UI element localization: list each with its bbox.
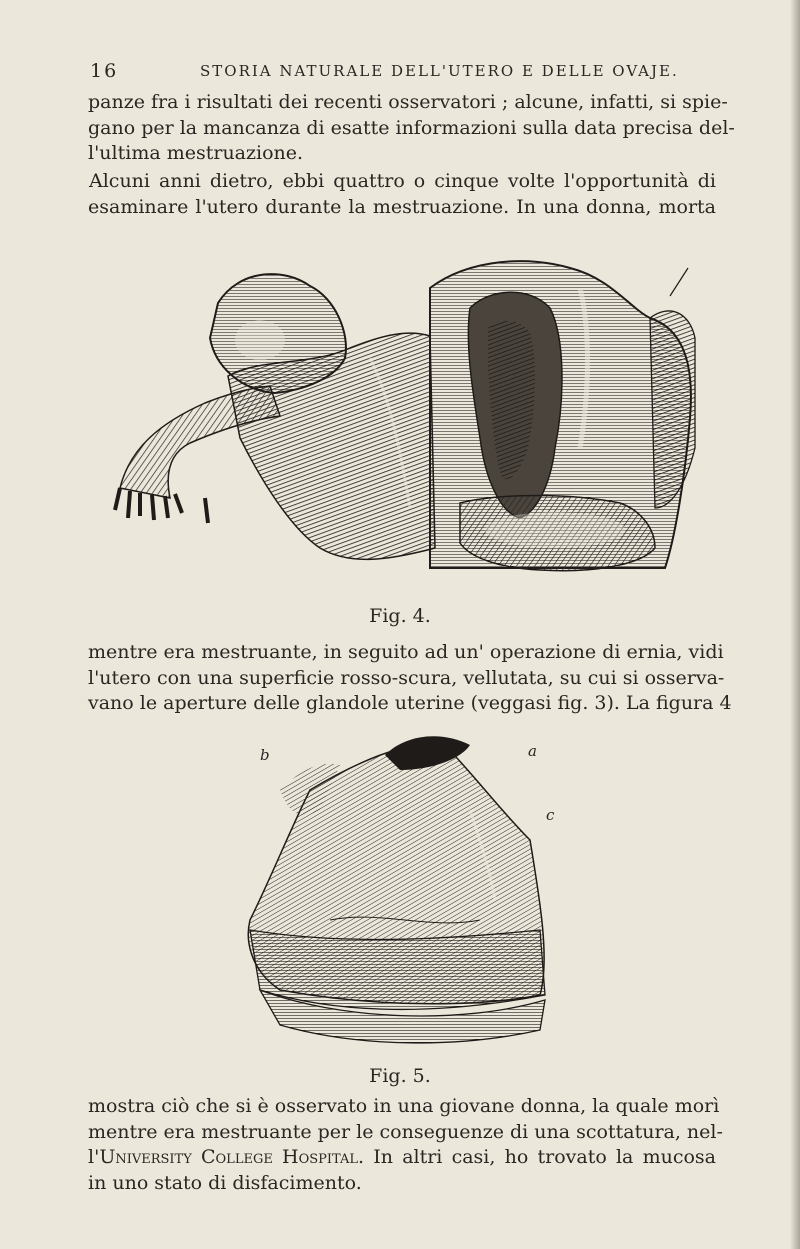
figure-4-caption: Fig. 4. [369, 605, 431, 627]
page-number: 16 [90, 60, 119, 82]
text-line: l'utero con una superficie rosso-scura, vellutata, su cui si osserva- [88, 666, 725, 689]
figure-5-label-c: c [546, 806, 555, 824]
text-fragment: l' [88, 1146, 100, 1168]
institution-name: University College Hospital [99, 1146, 359, 1168]
text-line: mentre era mestruante, in seguito ad un' operazione di ernia, vidi [88, 641, 724, 663]
text-line: in uno stato di disfacimento. [88, 1171, 362, 1194]
paragraph-1 [88, 90, 735, 167]
page-edge-shadow [790, 0, 800, 1249]
paragraph-3 [88, 640, 732, 717]
text-fragment: . In altri casi, ho trovato la mucosa [358, 1146, 716, 1168]
figure-5-label-a: a [528, 742, 537, 760]
text-line: gano per la mancanza di esatte informazioni sulla data precisa del- [88, 116, 735, 139]
figure-4-illustration [110, 248, 700, 598]
text-line: Alcuni anni dietro, ebbi quattro o cinque volte l'opportunità di [89, 170, 716, 192]
paragraph-2 [88, 169, 716, 220]
figure-5-caption: Fig. 5. [369, 1065, 431, 1087]
text-line [88, 1145, 716, 1171]
text-line: mentre era mestruante per le conseguenze di una scottatura, nel- [88, 1120, 723, 1143]
paragraph-4 [88, 1094, 723, 1196]
text-line: panze fra i risultati dei recenti osservatori ; alcune, infatti, si spie- [88, 91, 728, 113]
text-line: l'ultima mestruazione. [88, 142, 304, 164]
figure-5-label-b: b [260, 746, 270, 764]
text-line: vano le aperture delle glandole uterine (veggasi fig. 3). La figura 4 [88, 692, 732, 714]
text-line: esaminare l'utero durante la mestruazione. In una donna, morta [88, 195, 716, 218]
text-line: mostra ciò che si è osservato in una giovane donna, la quale morì [88, 1095, 720, 1117]
running-title: STORIA NATURALE DELL'UTERO E DELLE OVAJE. [200, 62, 679, 80]
figure-5-illustration [240, 730, 580, 1060]
